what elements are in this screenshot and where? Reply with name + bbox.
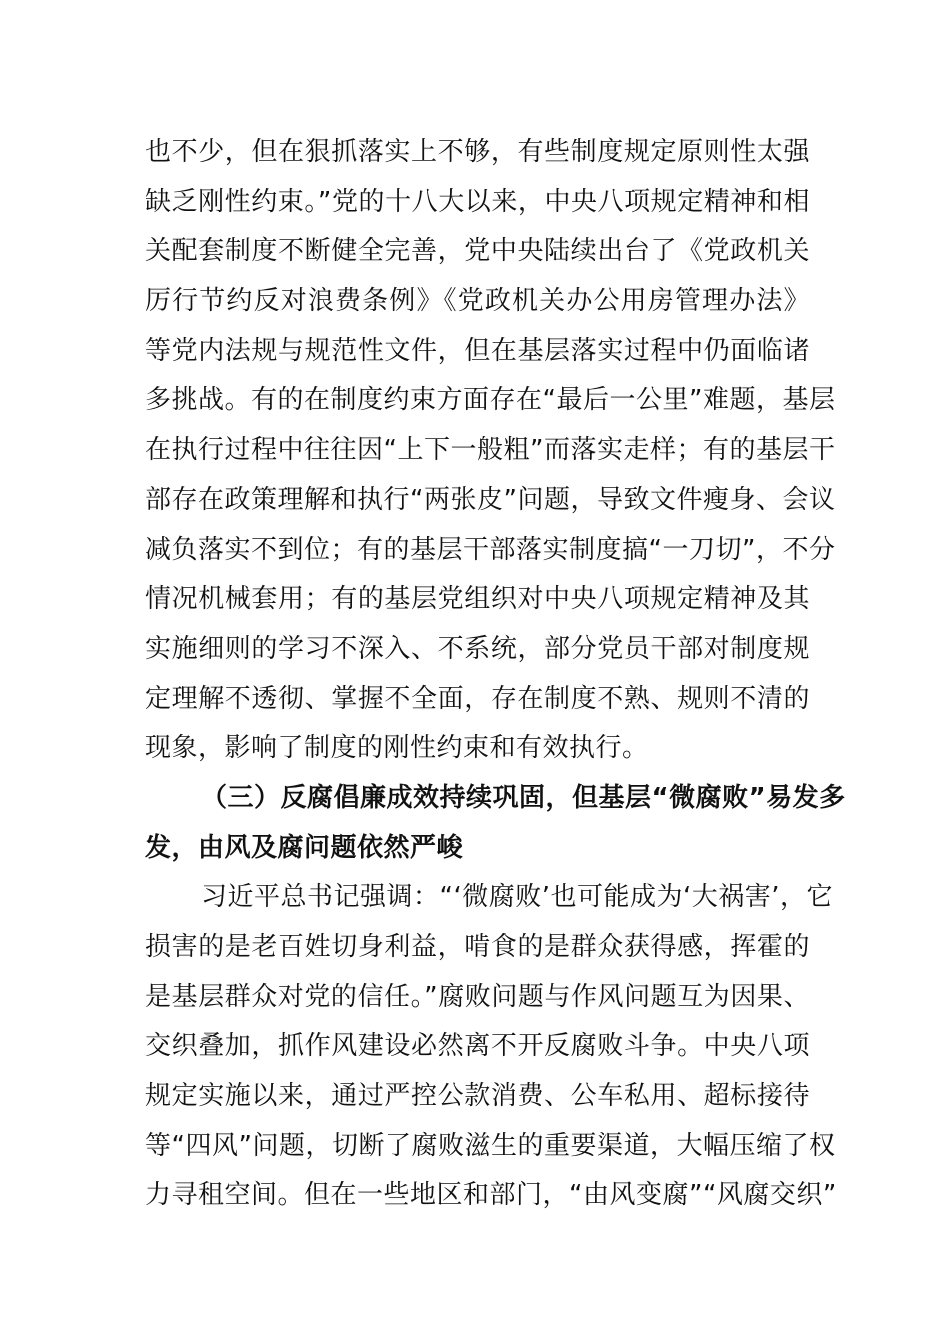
section-heading: （三）反腐倡廉成效持续巩固，但基层“微腐败”易发多 [201, 782, 846, 813]
paragraph-line: 多挑战。有的在制度约束方面存在“最后一公里”难题，基层 [145, 385, 836, 416]
paragraph-line: 现象，影响了制度的刚性约束和有效执行。 [145, 733, 649, 764]
paragraph-line: 是基层群众对党的信任。”腐败问题与作风问题互为因果、 [145, 981, 810, 1012]
paragraph-line: 交织叠加，抓作风建设必然离不开反腐败斗争。中央八项 [145, 1031, 810, 1062]
paragraph-line: 在执行过程中往往因“上下一般粗”而落实走样；有的基层干 [145, 435, 836, 466]
paragraph-line: 部存在政策理解和执行“两张皮”问题，导致文件瘦身、会议 [145, 484, 836, 515]
section-heading: 发，由风及腐问题依然严峻 [145, 832, 464, 863]
paragraph-line: 关配套制度不断健全完善，党中央陆续出台了《党政机关 [145, 236, 810, 267]
paragraph-line: 情况机械套用；有的基层党组织对中央八项规定精神及其 [145, 584, 810, 615]
document-body [145, 128, 846, 1221]
paragraph-line: 定理解不透彻、掌握不全面，存在制度不熟、规则不清的 [145, 683, 810, 714]
paragraph-line: 损害的是老百姓切身利益，啃食的是群众获得感，挥霍的 [145, 932, 810, 962]
paragraph-line: 力寻租空间。但在一些地区和部门，“由风变腐”“风腐交织” [145, 1180, 837, 1211]
paragraph-line: 习近平总书记强调：“‘微腐败’也可能成为‘大祸害’，它 [201, 882, 834, 913]
paragraph-line: 规定实施以来，通过严控公款消费、公车私用、超标接待 [145, 1081, 810, 1112]
paragraph-line: 实施细则的学习不深入、不系统，部分党员干部对制度规 [145, 633, 810, 664]
paragraph-line: 也不少，但在狠抓落实上不够，有些制度规定原则性太强 [145, 137, 810, 167]
paragraph-line: 缺乏刚性约束。”党的十八大以来，中央八项规定精神和相 [145, 186, 810, 217]
paragraph-line: 厉行节约反对浪费条例》《党政机关办公用房管理办法》 [145, 286, 810, 317]
paragraph-line: 等党内法规与规范性文件，但在基层落实过程中仍面临诸 [145, 335, 810, 366]
paragraph-line: 等“四风”问题，切断了腐败滋生的重要渠道，大幅压缩了权 [145, 1130, 836, 1161]
paragraph-line: 减负落实不到位；有的基层干部落实制度搞“一刀切”，不分 [145, 534, 836, 565]
